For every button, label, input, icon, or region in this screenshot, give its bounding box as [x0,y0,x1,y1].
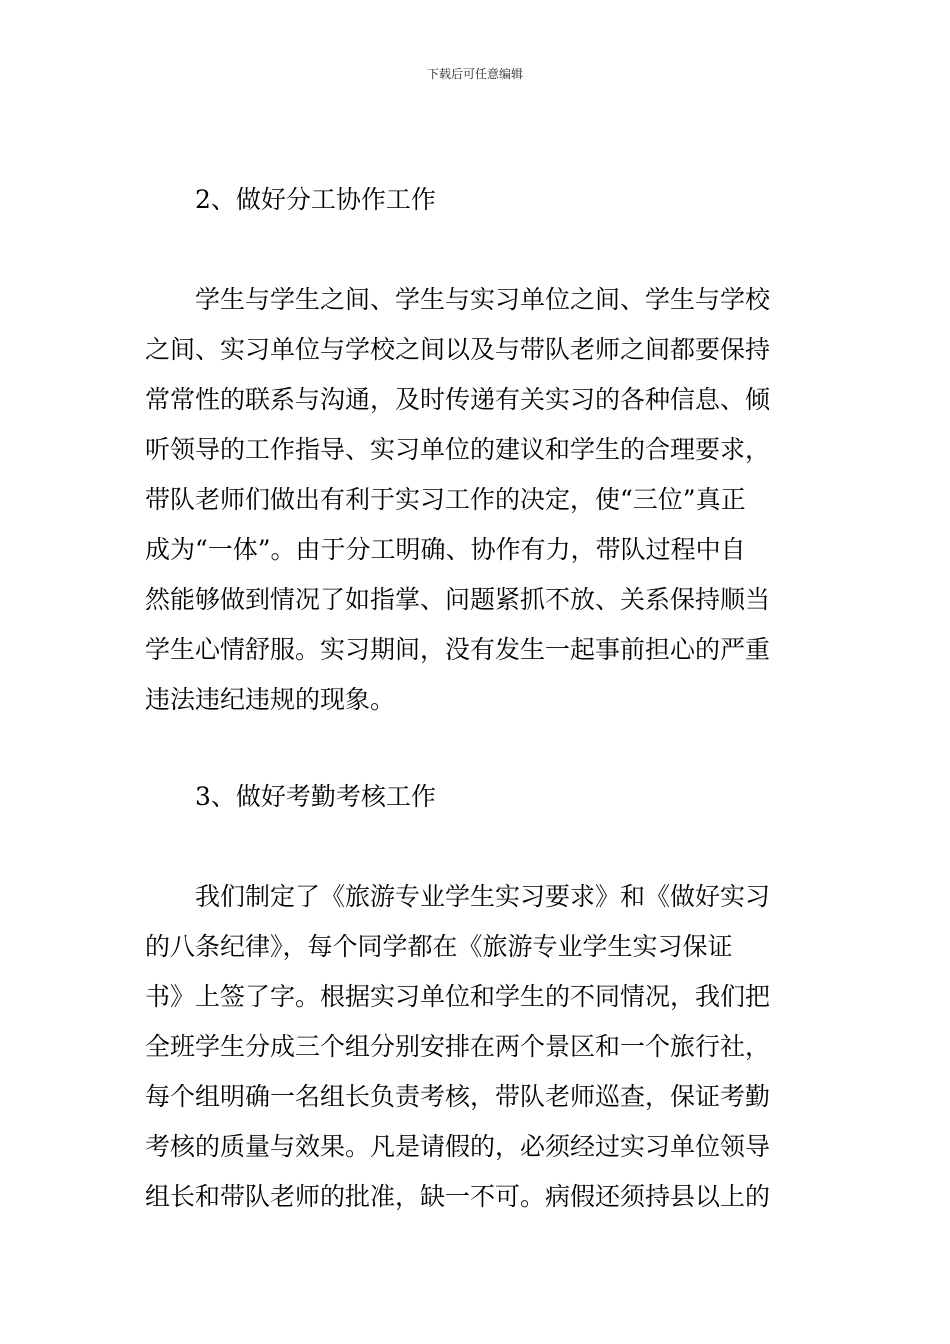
paragraph-line: 听领导的工作指导、实习单位的建议和学生的合理要求， [145,435,771,464]
paragraph-line: 学生心情舒服。实习期间，没有发生一起事前担心的严重 [145,635,771,664]
paragraph-line: 常常性的联系与沟通，及时传递有关实习的各种信息、倾 [145,385,771,414]
section-3-paragraph [145,880,825,1230]
paragraph-line: 成为“一体”。由于分工明确、协作有力，带队过程中自 [145,535,746,564]
paragraph-line: 书》上签了字。根据实习单位和学生的不同情况，我们把 [145,982,771,1011]
section-3-heading: 3、做好考勤考核工作 [195,782,436,811]
paragraph-line: 之间、实习单位与学校之间以及与带队老师之间都要保持 [145,335,771,364]
paragraph-line: 全班学生分成三个组分别安排在两个景区和一个旅行社， [145,1032,771,1061]
section-2-heading: 2、做好分工协作工作 [195,185,436,214]
paragraph-line: 每个组明确一名组长负责考核，带队老师巡查，保证考勤 [145,1082,771,1111]
paragraph-line: 带队老师们做出有利于实习工作的决定，使“三位”真正 [145,485,746,514]
paragraph-line: 的八条纪律》，每个同学都在《旅游专业学生实习保证 [145,932,733,961]
section-2-paragraph [145,283,825,733]
paragraph-line: 违法违纪违规的现象。 [145,685,396,714]
paragraph-line: 然能够做到情况了如指掌、问题紧抓不放、关系保持顺当 [145,585,771,614]
page-header: 下载后可任意编辑 [426,67,523,81]
paragraph-line: 我们制定了《旅游专业学生实习要求》和《做好实习 [195,882,771,911]
paragraph-line: 组长和带队老师的批准，缺一不可。病假还须持县以上的 [145,1182,771,1211]
paragraph-line: 学生与学生之间、学生与实习单位之间、学生与学校 [195,285,771,314]
paragraph-line: 考核的质量与效果。凡是请假的，必须经过实习单位领导 [145,1132,771,1161]
